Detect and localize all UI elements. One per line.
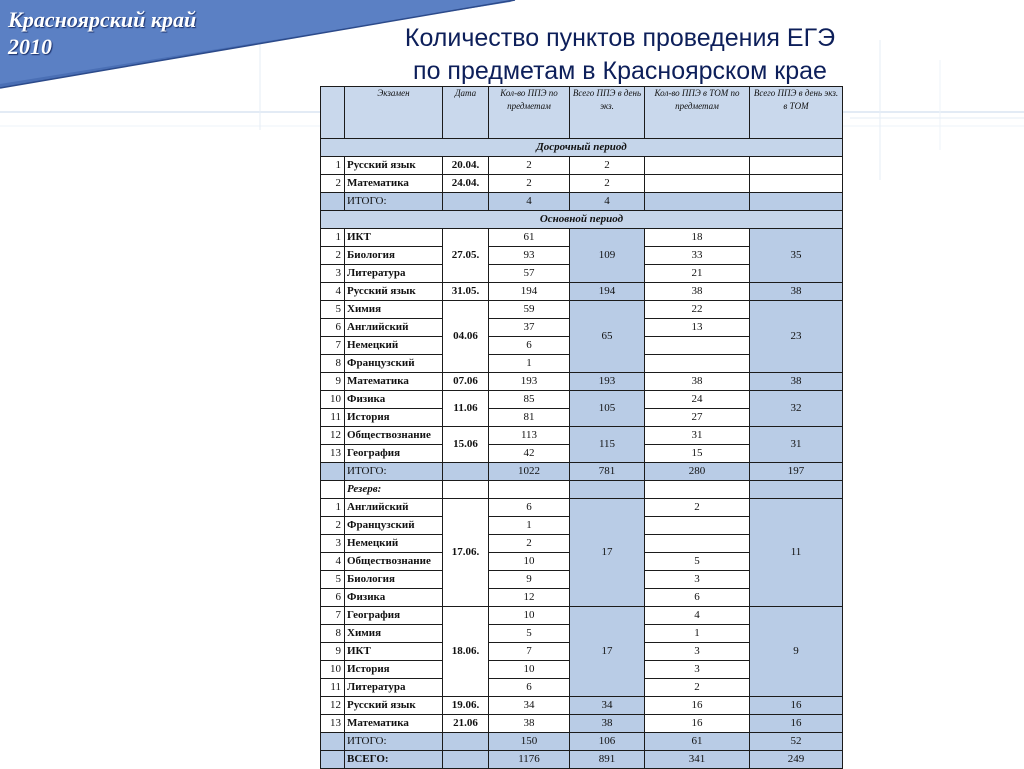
table-row bbox=[321, 715, 843, 733]
row-number bbox=[321, 481, 345, 499]
date-cell: 15.06 bbox=[443, 427, 489, 463]
title-line-2: по предметам в Красноярском крае bbox=[413, 57, 827, 85]
total-tom-cell: 249 bbox=[750, 751, 843, 769]
total-row-main bbox=[321, 463, 843, 481]
total-tom-cell: 23 bbox=[750, 301, 843, 373]
tom-cell: 6 bbox=[645, 589, 750, 607]
tom-cell bbox=[645, 337, 750, 355]
date-cell: 04.06 bbox=[443, 301, 489, 373]
header-exam: Экзамен bbox=[345, 87, 443, 139]
section-title: Досрочный период bbox=[321, 139, 843, 157]
row-number: 5 bbox=[321, 301, 345, 319]
row-number: 8 bbox=[321, 355, 345, 373]
total-cell: 4 bbox=[570, 193, 645, 211]
grand-total-row bbox=[321, 751, 843, 769]
subject-cell: География bbox=[345, 607, 443, 625]
row-number: 12 bbox=[321, 697, 345, 715]
ppe-cell: 194 bbox=[489, 283, 570, 301]
ppe-cell: 10 bbox=[489, 607, 570, 625]
title-line-1: Количество пунктов проведения ЕГЭ bbox=[404, 24, 836, 52]
row-number bbox=[321, 733, 345, 751]
tom-cell: 280 bbox=[645, 463, 750, 481]
ppe-cell: 1 bbox=[489, 355, 570, 373]
subject-cell: История bbox=[345, 661, 443, 679]
subject-cell: История bbox=[345, 409, 443, 427]
row-number bbox=[321, 193, 345, 211]
subject-cell: Немецкий bbox=[345, 337, 443, 355]
row-number: 12 bbox=[321, 427, 345, 445]
row-number: 3 bbox=[321, 265, 345, 283]
row-number: 4 bbox=[321, 283, 345, 301]
ppe-cell: 85 bbox=[489, 391, 570, 409]
total-cell: 193 bbox=[570, 373, 645, 391]
tom-cell bbox=[645, 355, 750, 373]
table-row bbox=[321, 157, 843, 175]
total-cell: 17 bbox=[570, 499, 645, 607]
subject-cell: Биология bbox=[345, 247, 443, 265]
tom-cell: 1 bbox=[645, 625, 750, 643]
ppe-cell: 5 bbox=[489, 625, 570, 643]
total-cell: 891 bbox=[570, 751, 645, 769]
table-row bbox=[321, 499, 843, 517]
row-number bbox=[321, 463, 345, 481]
total-tom-cell bbox=[750, 193, 843, 211]
total-label: ИТОГО: bbox=[345, 463, 443, 481]
total-row-early bbox=[321, 193, 843, 211]
tom-cell: 27 bbox=[645, 409, 750, 427]
total-tom-cell bbox=[750, 481, 843, 499]
ppe-cell: 1 bbox=[489, 517, 570, 535]
row-number: 6 bbox=[321, 319, 345, 337]
date-cell bbox=[443, 463, 489, 481]
tom-cell: 2 bbox=[645, 499, 750, 517]
subject-cell: Обществознание bbox=[345, 553, 443, 571]
subject-cell: Обществознание bbox=[345, 427, 443, 445]
slide-title bbox=[300, 22, 940, 88]
total-cell: 2 bbox=[570, 175, 645, 193]
row-number: 9 bbox=[321, 643, 345, 661]
tom-cell: 16 bbox=[645, 697, 750, 715]
total-label: ИТОГО: bbox=[345, 193, 443, 211]
tom-cell: 16 bbox=[645, 715, 750, 733]
ppe-cell: 61 bbox=[489, 229, 570, 247]
subject-cell: Математика bbox=[345, 373, 443, 391]
date-cell bbox=[443, 481, 489, 499]
tom-cell: 38 bbox=[645, 283, 750, 301]
date-cell: 11.06 bbox=[443, 391, 489, 427]
row-number: 13 bbox=[321, 715, 345, 733]
total-cell: 781 bbox=[570, 463, 645, 481]
tom-cell: 3 bbox=[645, 643, 750, 661]
table-row bbox=[321, 373, 843, 391]
tom-cell: 61 bbox=[645, 733, 750, 751]
row-number: 1 bbox=[321, 157, 345, 175]
date-cell: 21.06 bbox=[443, 715, 489, 733]
region-name: Красноярский край bbox=[8, 7, 197, 32]
total-tom-cell: 11 bbox=[750, 499, 843, 607]
tom-cell: 31 bbox=[645, 427, 750, 445]
total-cell: 34 bbox=[570, 697, 645, 715]
date-cell: 27.05. bbox=[443, 229, 489, 283]
subject-cell: Французский bbox=[345, 355, 443, 373]
section-row-early bbox=[321, 139, 843, 157]
header-date: Дата bbox=[443, 87, 489, 139]
ppe-cell: 113 bbox=[489, 427, 570, 445]
total-tom-cell bbox=[750, 175, 843, 193]
date-cell: 18.06. bbox=[443, 607, 489, 697]
total-tom-cell: 16 bbox=[750, 697, 843, 715]
row-number: 10 bbox=[321, 661, 345, 679]
tom-cell: 24 bbox=[645, 391, 750, 409]
row-number: 3 bbox=[321, 535, 345, 553]
total-tom-cell: 38 bbox=[750, 283, 843, 301]
header-ppe-tom-subject: Кол-во ППЭ в ТОМ по предметам bbox=[645, 87, 750, 139]
date-cell: 31.05. bbox=[443, 283, 489, 301]
total-tom-cell bbox=[750, 157, 843, 175]
ppe-cell: 2 bbox=[489, 175, 570, 193]
ppe-cell: 10 bbox=[489, 661, 570, 679]
ppe-cell: 37 bbox=[489, 319, 570, 337]
total-cell: 65 bbox=[570, 301, 645, 373]
subject-cell: Химия bbox=[345, 301, 443, 319]
total-cell bbox=[570, 481, 645, 499]
date-cell: 17.06. bbox=[443, 499, 489, 607]
subject-cell: ИКТ bbox=[345, 229, 443, 247]
ppe-cell: 9 bbox=[489, 571, 570, 589]
tom-cell: 22 bbox=[645, 301, 750, 319]
ege-points-table bbox=[320, 86, 843, 769]
ppe-cell: 2 bbox=[489, 157, 570, 175]
row-number: 2 bbox=[321, 175, 345, 193]
ppe-cell: 10 bbox=[489, 553, 570, 571]
tom-cell: 3 bbox=[645, 661, 750, 679]
row-number: 2 bbox=[321, 517, 345, 535]
total-cell: 38 bbox=[570, 715, 645, 733]
ppe-cell: 59 bbox=[489, 301, 570, 319]
subject-cell: Химия bbox=[345, 625, 443, 643]
total-tom-cell: 32 bbox=[750, 391, 843, 427]
header-number bbox=[321, 87, 345, 139]
table-row bbox=[321, 427, 843, 445]
date-cell bbox=[443, 193, 489, 211]
total-tom-cell: 16 bbox=[750, 715, 843, 733]
row-number: 7 bbox=[321, 337, 345, 355]
ppe-cell: 193 bbox=[489, 373, 570, 391]
subject-cell: Физика bbox=[345, 589, 443, 607]
section-title: Резерв: bbox=[345, 481, 443, 499]
ppe-cell bbox=[489, 481, 570, 499]
total-cell: 105 bbox=[570, 391, 645, 427]
total-cell: 17 bbox=[570, 607, 645, 697]
section-row-main bbox=[321, 211, 843, 229]
subject-cell: ИКТ bbox=[345, 643, 443, 661]
tom-cell: 13 bbox=[645, 319, 750, 337]
tom-cell bbox=[645, 193, 750, 211]
row-number bbox=[321, 751, 345, 769]
subject-cell: Русский язык bbox=[345, 697, 443, 715]
tom-cell bbox=[645, 175, 750, 193]
header-total-ppe-day-tom: Всего ППЭ в день экз. в ТОМ bbox=[750, 87, 843, 139]
date-cell bbox=[443, 751, 489, 769]
tom-cell: 15 bbox=[645, 445, 750, 463]
ppe-cell: 150 bbox=[489, 733, 570, 751]
tom-cell bbox=[645, 517, 750, 535]
ppe-cell: 38 bbox=[489, 715, 570, 733]
region-year: 2010 bbox=[8, 34, 52, 59]
tom-cell: 3 bbox=[645, 571, 750, 589]
header-total-ppe-day: Всего ППЭ в день экз. bbox=[570, 87, 645, 139]
subject-cell: Литература bbox=[345, 679, 443, 697]
subject-cell: Английский bbox=[345, 499, 443, 517]
row-number: 11 bbox=[321, 679, 345, 697]
subject-cell: Биология bbox=[345, 571, 443, 589]
date-cell: 19.06. bbox=[443, 697, 489, 715]
tom-cell bbox=[645, 535, 750, 553]
total-label: ВСЕГО: bbox=[345, 751, 443, 769]
total-cell: 2 bbox=[570, 157, 645, 175]
total-tom-cell: 52 bbox=[750, 733, 843, 751]
total-cell: 115 bbox=[570, 427, 645, 463]
row-number: 11 bbox=[321, 409, 345, 427]
date-cell: 07.06 bbox=[443, 373, 489, 391]
row-number: 1 bbox=[321, 229, 345, 247]
table-row bbox=[321, 175, 843, 193]
ppe-cell: 93 bbox=[489, 247, 570, 265]
ppe-cell: 7 bbox=[489, 643, 570, 661]
ppe-cell: 4 bbox=[489, 193, 570, 211]
row-number: 5 bbox=[321, 571, 345, 589]
subject-cell: География bbox=[345, 445, 443, 463]
ppe-cell: 1176 bbox=[489, 751, 570, 769]
tom-cell: 21 bbox=[645, 265, 750, 283]
tom-cell bbox=[645, 481, 750, 499]
tom-cell: 38 bbox=[645, 373, 750, 391]
date-cell bbox=[443, 733, 489, 751]
table-row bbox=[321, 607, 843, 625]
table-row bbox=[321, 229, 843, 247]
ppe-cell: 42 bbox=[489, 445, 570, 463]
subject-cell: Литература bbox=[345, 265, 443, 283]
row-number: 13 bbox=[321, 445, 345, 463]
row-number: 4 bbox=[321, 553, 345, 571]
table-row bbox=[321, 283, 843, 301]
total-tom-cell: 38 bbox=[750, 373, 843, 391]
ppe-cell: 2 bbox=[489, 535, 570, 553]
row-number: 9 bbox=[321, 373, 345, 391]
row-number: 8 bbox=[321, 625, 345, 643]
total-row-reserve bbox=[321, 733, 843, 751]
row-number: 6 bbox=[321, 589, 345, 607]
tom-cell: 4 bbox=[645, 607, 750, 625]
region-caption bbox=[8, 6, 196, 60]
subject-cell: Математика bbox=[345, 715, 443, 733]
ppe-cell: 12 bbox=[489, 589, 570, 607]
ppe-cell: 6 bbox=[489, 499, 570, 517]
total-cell: 106 bbox=[570, 733, 645, 751]
ppe-cell: 81 bbox=[489, 409, 570, 427]
ppe-cell: 57 bbox=[489, 265, 570, 283]
row-number: 10 bbox=[321, 391, 345, 409]
header-row bbox=[321, 87, 843, 139]
table-row bbox=[321, 301, 843, 319]
ppe-cell: 6 bbox=[489, 679, 570, 697]
total-tom-cell: 31 bbox=[750, 427, 843, 463]
total-label: ИТОГО: bbox=[345, 733, 443, 751]
date-cell: 24.04. bbox=[443, 175, 489, 193]
ppe-cell: 34 bbox=[489, 697, 570, 715]
row-number: 1 bbox=[321, 499, 345, 517]
tom-cell: 341 bbox=[645, 751, 750, 769]
date-cell: 20.04. bbox=[443, 157, 489, 175]
ppe-cell: 6 bbox=[489, 337, 570, 355]
subject-cell: Английский bbox=[345, 319, 443, 337]
total-tom-cell: 9 bbox=[750, 607, 843, 697]
tom-cell bbox=[645, 157, 750, 175]
subject-cell: Математика bbox=[345, 175, 443, 193]
row-number: 7 bbox=[321, 607, 345, 625]
ppe-cell: 1022 bbox=[489, 463, 570, 481]
section-row-reserve bbox=[321, 481, 843, 499]
tom-cell: 33 bbox=[645, 247, 750, 265]
subject-cell: Французский bbox=[345, 517, 443, 535]
tom-cell: 5 bbox=[645, 553, 750, 571]
subject-cell: Физика bbox=[345, 391, 443, 409]
tom-cell: 18 bbox=[645, 229, 750, 247]
subject-cell: Русский язык bbox=[345, 283, 443, 301]
row-number: 2 bbox=[321, 247, 345, 265]
table-row bbox=[321, 697, 843, 715]
tom-cell: 2 bbox=[645, 679, 750, 697]
subject-cell: Немецкий bbox=[345, 535, 443, 553]
total-cell: 194 bbox=[570, 283, 645, 301]
subject-cell: Русский язык bbox=[345, 157, 443, 175]
total-cell: 109 bbox=[570, 229, 645, 283]
total-tom-cell: 35 bbox=[750, 229, 843, 283]
section-title: Основной период bbox=[321, 211, 843, 229]
table-row bbox=[321, 391, 843, 409]
total-tom-cell: 197 bbox=[750, 463, 843, 481]
header-ppe-subject: Кол-во ППЭ по предметам bbox=[489, 87, 570, 139]
